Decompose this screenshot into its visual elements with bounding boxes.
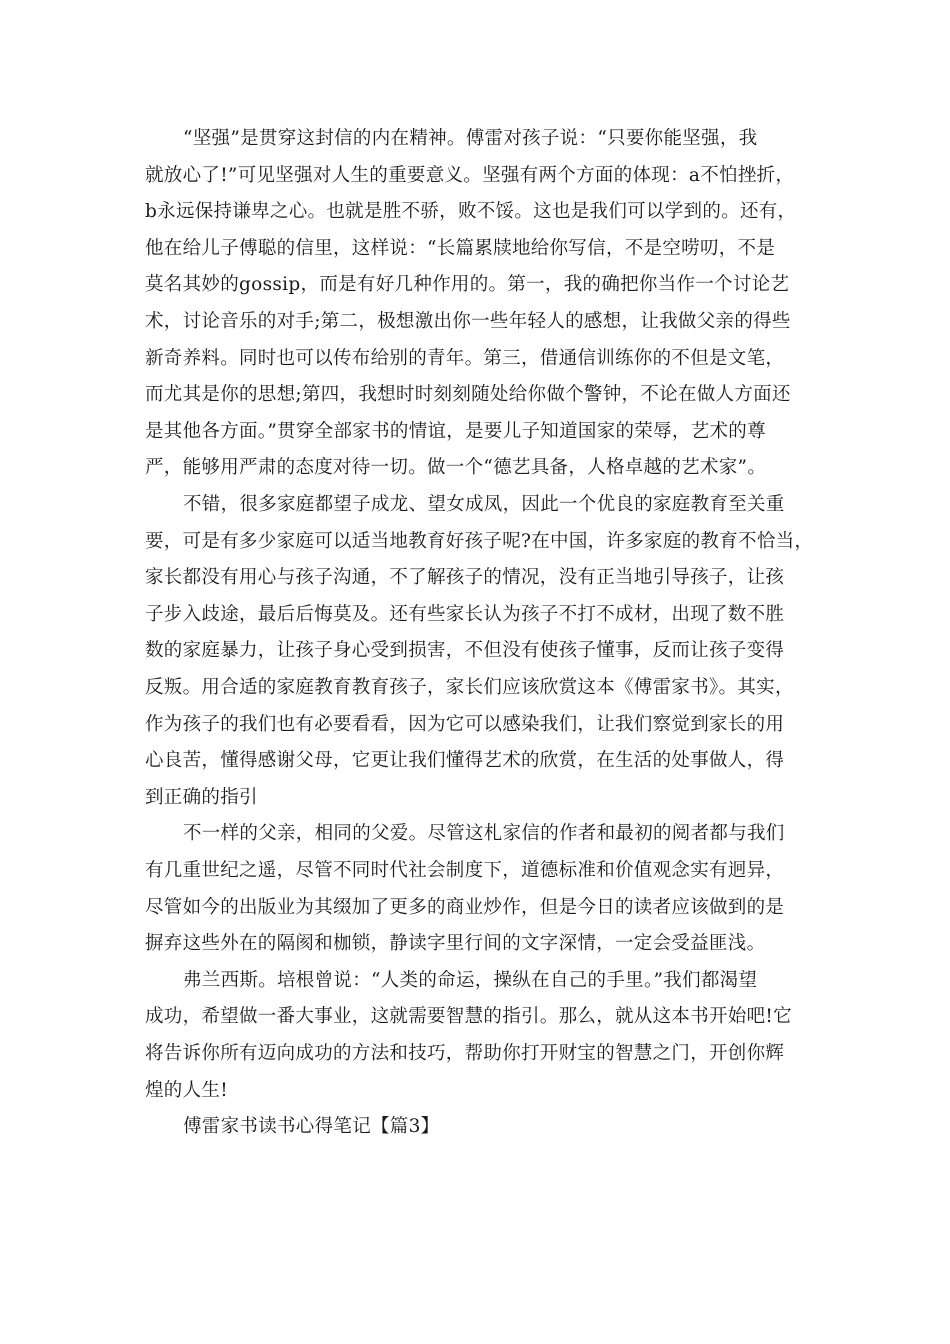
text-line: 而尤其是你的思想;第四，我想时时刻刻随处给你做个警钟，不论在做人方面还 <box>145 384 791 406</box>
text-line: b永远保持谦卑之心。也就是胜不骄，败不馁。这也是我们可以学到的。还有， <box>145 201 797 223</box>
text-line: 就放心了!”可见坚强对人生的重要意义。坚强有两个方面的体现：a不怕挫折， <box>145 164 795 186</box>
text-line: 不错，很多家庭都望子成龙、望女成凤，因此一个优良的家庭教育至关重 <box>183 494 785 515</box>
text-line: 莫名其妙的gossip，而是有好几种作用的。第一，我的确把你当作一个讨论艺 <box>145 274 790 296</box>
text-line: 弗兰西斯。培根曾说：“人类的命运，操纵在自己的手里。”我们都渴望 <box>183 969 758 991</box>
text-line: 子步入歧途，最后后悔莫及。还有些家长认为孩子不打不成材，出现了数不胜 <box>145 603 785 625</box>
text-line: 数的家庭暴力，让孩子身心受到损害，不但没有使孩子懂事，反而让孩子变得 <box>145 640 785 662</box>
text-line: 家长都没有用心与孩子沟通，不了解孩子的情况，没有正当地引导孩子，让孩 <box>145 567 785 589</box>
text-line: 是其他各方面。”贯穿全部家书的情谊，是要儿子知道国家的荣辱，艺术的尊 <box>145 420 766 442</box>
text-line: 到正确的指引 <box>145 786 258 808</box>
text-line: 反叛。用合适的家庭教育教育孩子，家长们应该欣赏这本《傅雷家书》。其实， <box>145 677 794 698</box>
text-line: 要，可是有多少家庭可以适当地教育好孩子呢?在中国，许多家庭的教育不恰当， <box>145 530 814 552</box>
section-heading: 傅雷家书读书心得笔记【篇3】 <box>183 1116 440 1138</box>
text-line: 他在给儿子傅聪的信里，这样说：“长篇累牍地给你写信，不是空唠叨，不是 <box>145 237 776 259</box>
text-line: 成功，希望做一番大事业，这就需要智慧的指引。那么，就从这本书开始吧!它 <box>145 1006 792 1028</box>
text-line: 尽管如今的出版业为其缀加了更多的商业炒作，但是今日的读者应该做到的是 <box>145 896 785 918</box>
text-line: 摒弃这些外在的隔阂和枷锁，静读字里行间的文字深情，一定会受益匪浅。 <box>145 933 766 955</box>
text-line: 作为孩子的我们也有必要看看，因为它可以感染我们，让我们察觉到家长的用 <box>145 713 785 735</box>
text-line: 新奇养料。同时也可以传布给别的青年。第三，借通信训练你的不但是文笔， <box>145 347 785 369</box>
text-line: 煌的人生! <box>145 1079 228 1101</box>
text-line: 有几重世纪之遥，尽管不同时代社会制度下，道德标准和价值观念实有迥异， <box>145 860 785 881</box>
text-line: 严，能够用严肃的态度对待一切。做一个“德艺具备，人格卓越的艺术家”。 <box>145 457 767 479</box>
text-line: 不一样的父亲，相同的父爱。尽管这札家信的作者和最初的阅者都与我们 <box>183 823 785 845</box>
text-line: 将告诉你所有迈向成功的方法和技巧，帮助你打开财宝的智慧之门，开创你辉 <box>145 1043 785 1064</box>
text-line: 心良苦，懂得感谢父母，它更让我们懂得艺术的欣赏，在生活的处事做人，得 <box>145 750 785 772</box>
text-line: “坚强”是贯穿这封信的内在精神。傅雷对孩子说：“只要你能坚强，我 <box>183 128 758 149</box>
text-line: 术，讨论音乐的对手;第二，极想激出你一些年轻人的感想，让我做父亲的得些 <box>145 311 791 332</box>
